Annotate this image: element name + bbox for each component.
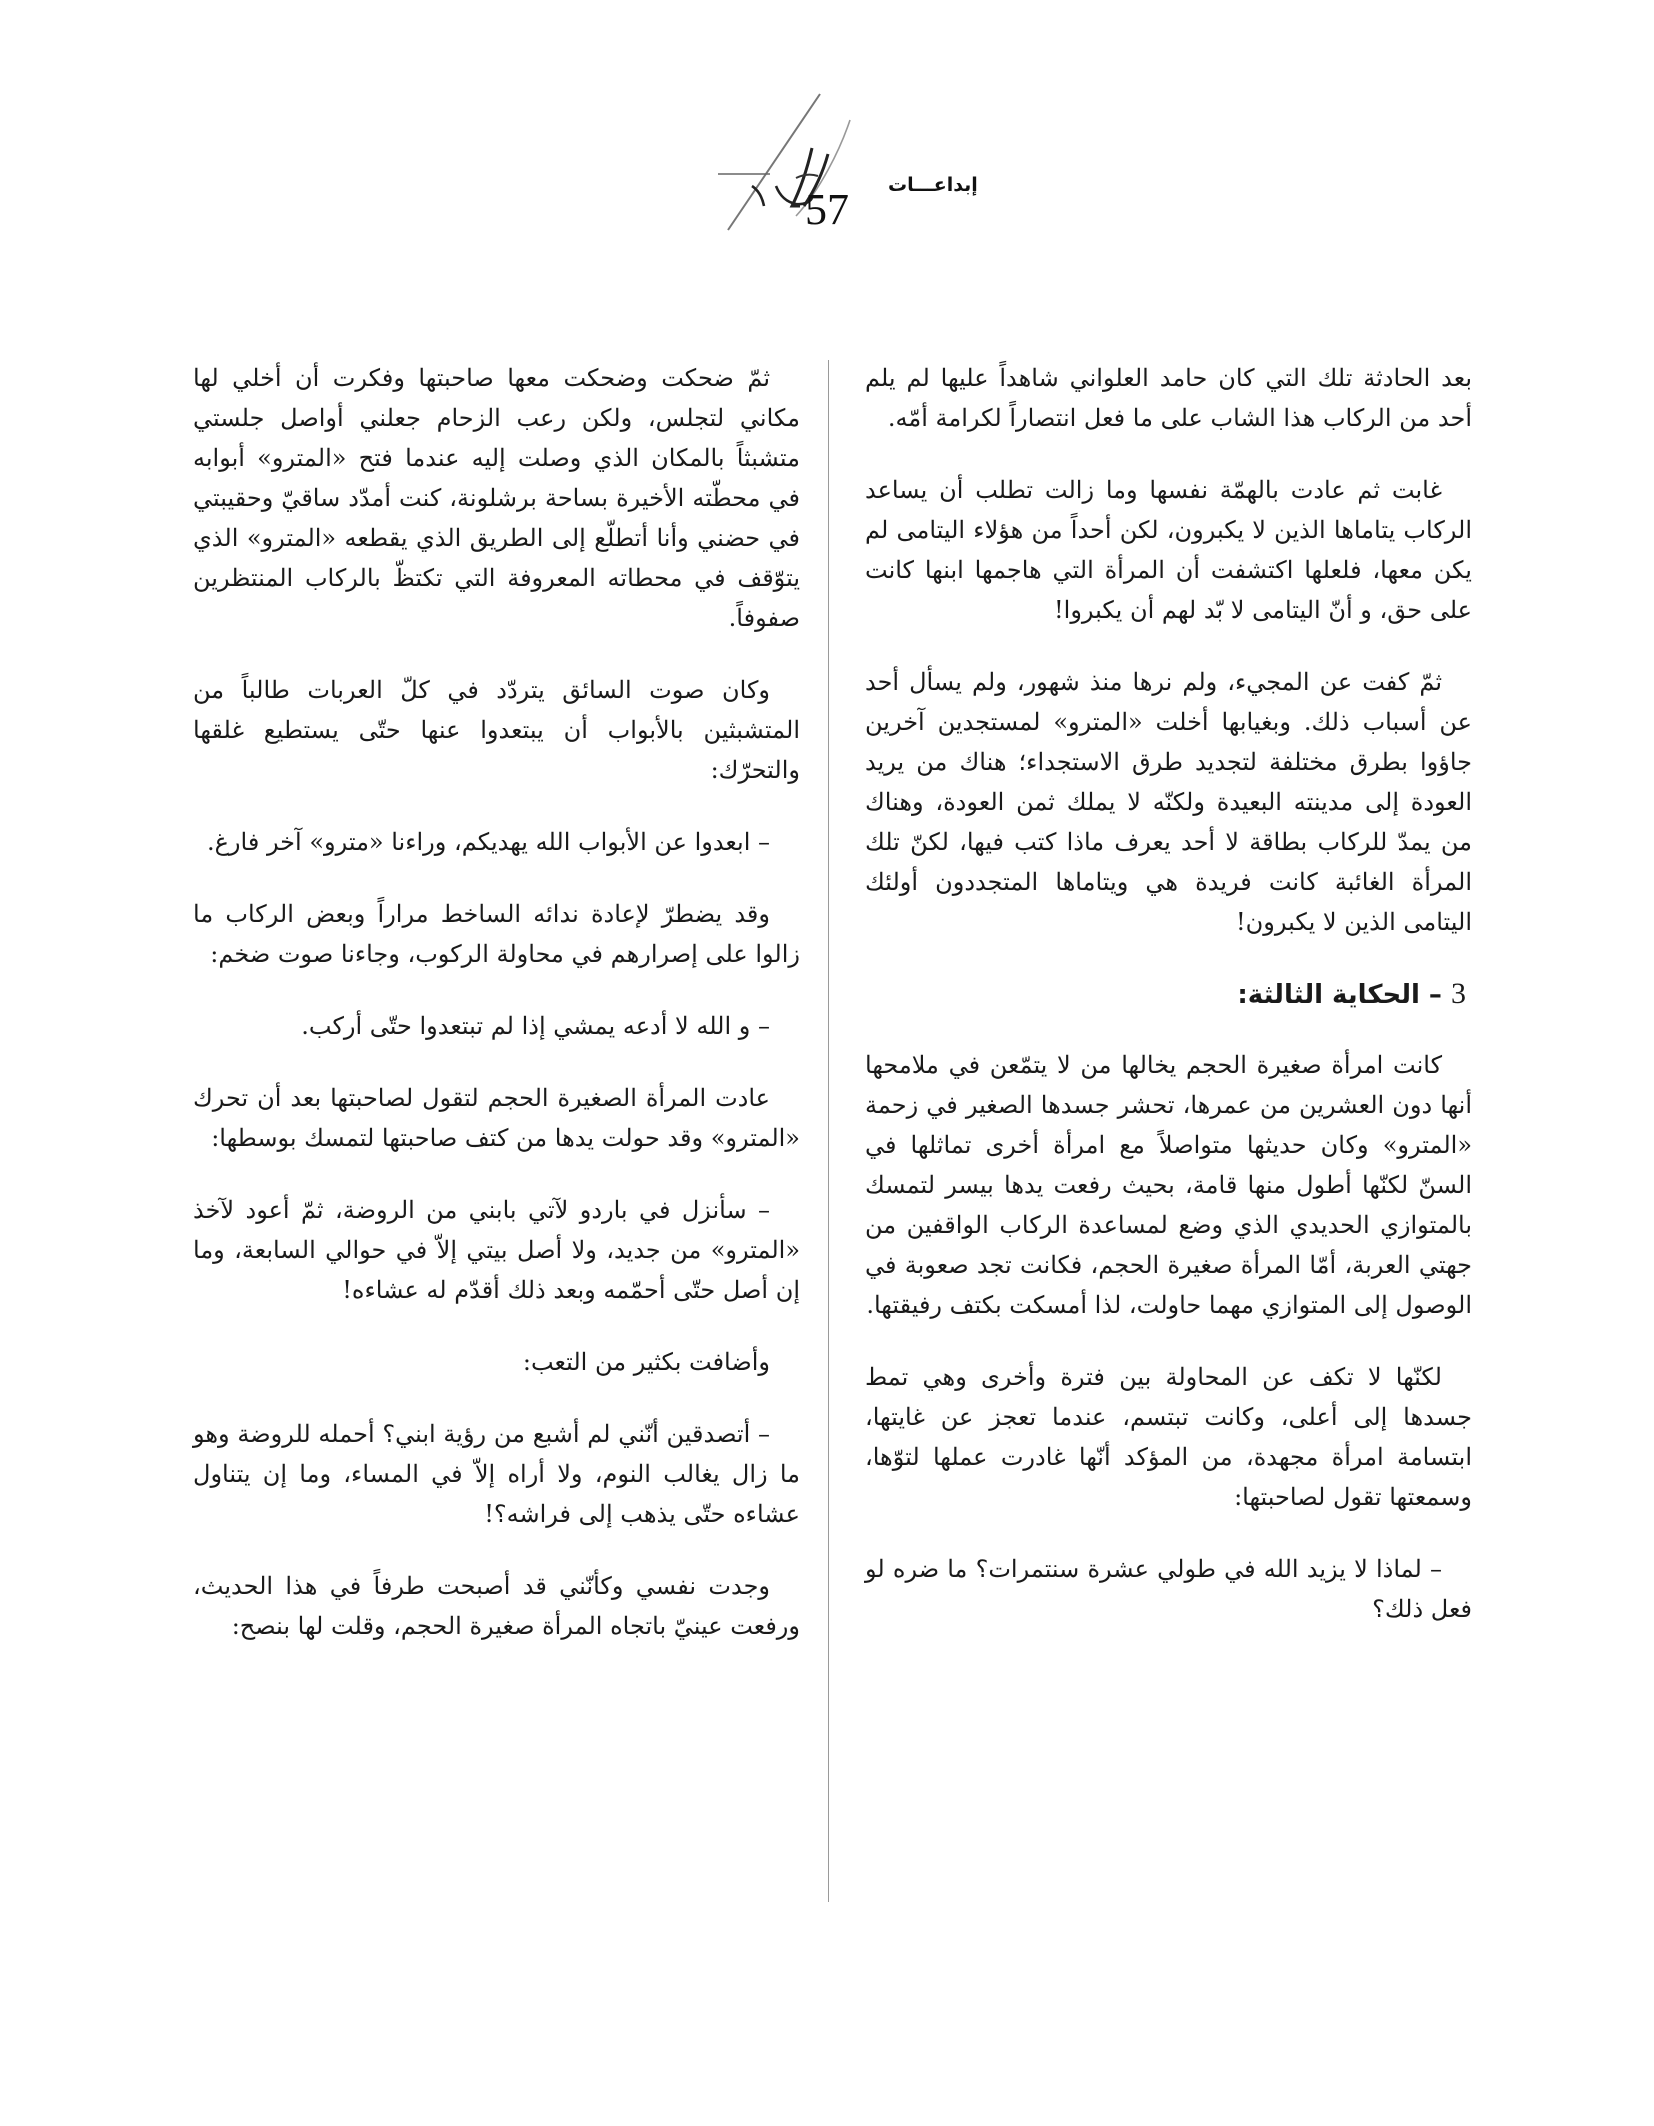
paragraph: وجدت نفسي وكأنّني قد أصبحت طرفاً في هذا الحديث، ورفعت عينيّ باتجاه المرأة صغيرة الحجم، وقلت لها بنصح: (193, 1572, 800, 1640)
paragraph: وكان صوت السائق يتردّد في كلّ العربات طالباً من المتشبثين بالأبواب أن يبتعدوا عنها حتّى يستطيع غلقها والتحرّك: (193, 676, 800, 784)
paragraph: لكنّها لا تكف عن المحاولة بين فترة وأخرى وهي تمط جسدها إلى أعلى، وكانت تبتسم، عندما تعجز عن غايتها، ابتسامة امرأة مجهدة، من المؤكد أنّها غادرت عملها لتوّها، وسمعتها تقول لصاحبتها: (865, 1363, 1472, 1511)
paragraph: ثمّ كفت عن المجيء، ولم نرها منذ شهور، ولم يسأل أحد عن أسباب ذلك. وبغيابها أخلت «المترو» لمستجدين آخرين جاؤوا بطرق مختلفة لتجديد طرق الاستجداء؛ هناك من يريد العودة إلى مدينته البعيدة ولكنّه لا يملك ثمن العودة، وهناك من يمدّ للركاب بطاقة لا أحد يعرف ماذا كتب فيها، لكنّ تلك المرأة الغائبة كانت فريدة هي ويتاماها المتجددون أولئك اليتامى الذين لا يكبرون! (865, 668, 1472, 936)
paragraph: وقد يضطرّ لإعادة ندائه الساخط مراراً وبعض الركاب ما زالوا على إصرارهم في محاولة الركوب، وجاءنا صوت ضخم: (193, 900, 800, 968)
section-heading (865, 974, 1472, 1015)
paragraph: غابت ثم عادت بالهمّة نفسها وما زالت تطلب أن يساعد الركاب يتاماها الذين لا يكبرون، لكن أحداً من هؤلاء اليتامى لم يكن معها، فلعلها اكتشفت أن المرأة التي هاجمها ابنها كانت على حق، و أنّ اليتامى لا بّد لهم أن يكبروا! (865, 476, 1472, 624)
paragraph: – و الله لا أدعه يمشي إذا لم تبتعدوا حتّى أركب. (301, 1012, 770, 1040)
paragraph: عادت المرأة الصغيرة الحجم لتقول لصاحبتها بعد أن تحرك «المترو» وقد حولت يدها من كتف صاحبتها لتمسك بوسطها: (193, 1084, 800, 1152)
paragraph: – سأنزل في باردو لآتي بابني من الروضة، ثمّ أعود لآخذ «المترو» من جديد، ولا أصل بيتي إلاّ في حوالي السابعة، وما إن أصل حتّى أحمّمه وبعد ذلك أقدّم له عشاءه! (193, 1196, 801, 1304)
paragraph: – أتصدقين أنّني لم أشبع من رؤية ابني؟ أحمله للروضة وهو ما زال يغالب النوم، ولا أراه إلاّ في المساء، وما إن يتناول عشاءه حتّى يذهب إلى فراشه؟! (193, 1420, 800, 1528)
paragraph: وأضافت بكثير من التعب: (522, 1348, 770, 1376)
section-label: إبداعـــات (888, 174, 978, 196)
page-number: 57 (805, 185, 849, 234)
page-header (0, 0, 1654, 250)
section-heading-text: – الحكاية الثالثة: (1237, 980, 1442, 1010)
paragraph: – لماذا لا يزيد الله في طولي عشرة سنتمرات؟ ما ضره لو فعل ذلك؟ (865, 1555, 1472, 1623)
left-column (193, 358, 800, 1678)
section-heading-number: 3 (1451, 977, 1466, 1010)
paragraph: بعد الحادثة تلك التي كان حامد العلواني شاهداً عليها لم يلم أحد من الركاب هذا الشاب على ما فعل انتصاراً لكرامة أمّه. (865, 364, 1472, 432)
right-column (865, 358, 1472, 1661)
paragraph: كانت امرأة صغيرة الحجم يخالها من لا يتمّعن في ملامحها أنها دون العشرين من عمرها، تحشر جسدها الصغير في زحمة «المترو» وكان حديثها متواصلاً مع امرأة أخرى تماثلها في السنّ لكنّها أطول منها قامة، بحيث رفعت يدها بيسر لتمسك بالمتوازي الحديدي الذي وضع لمساعدة الركاب الواقفين من جهتي العربة، أمّا المرأة صغيرة الحجم، فكانت تجد صعوبة في الوصول إلى المتوازي مهما حاولت، لذا أمسكت بكتف رفيقتها. (865, 1051, 1473, 1319)
paragraph: ثمّ ضحكت وضحكت معها صاحبتها وفكرت أن أخلي لها مكاني لتجلس، ولكن رعب الزحام جعلني أواصل جلستي متشبثاً بالمكان الذي وصلت إليه عندما فتح «المترو» أبوابه في محطّته الأخيرة بساحة برشلونة، كنت أمدّد ساقيّ وحقيبتي في حضني وأنا أتطلّع إلى الطريق الذي يقطعه «المترو» الذي يتوّقف في محطاته المعروفة التي تكتظّ بالركاب المنتظرين صفوفاً. (193, 364, 800, 632)
paragraph: – ابعدوا عن الأبواب الله يهديكم، وراءنا «مترو» آخر فارغ. (206, 828, 770, 856)
column-divider (828, 360, 829, 1902)
